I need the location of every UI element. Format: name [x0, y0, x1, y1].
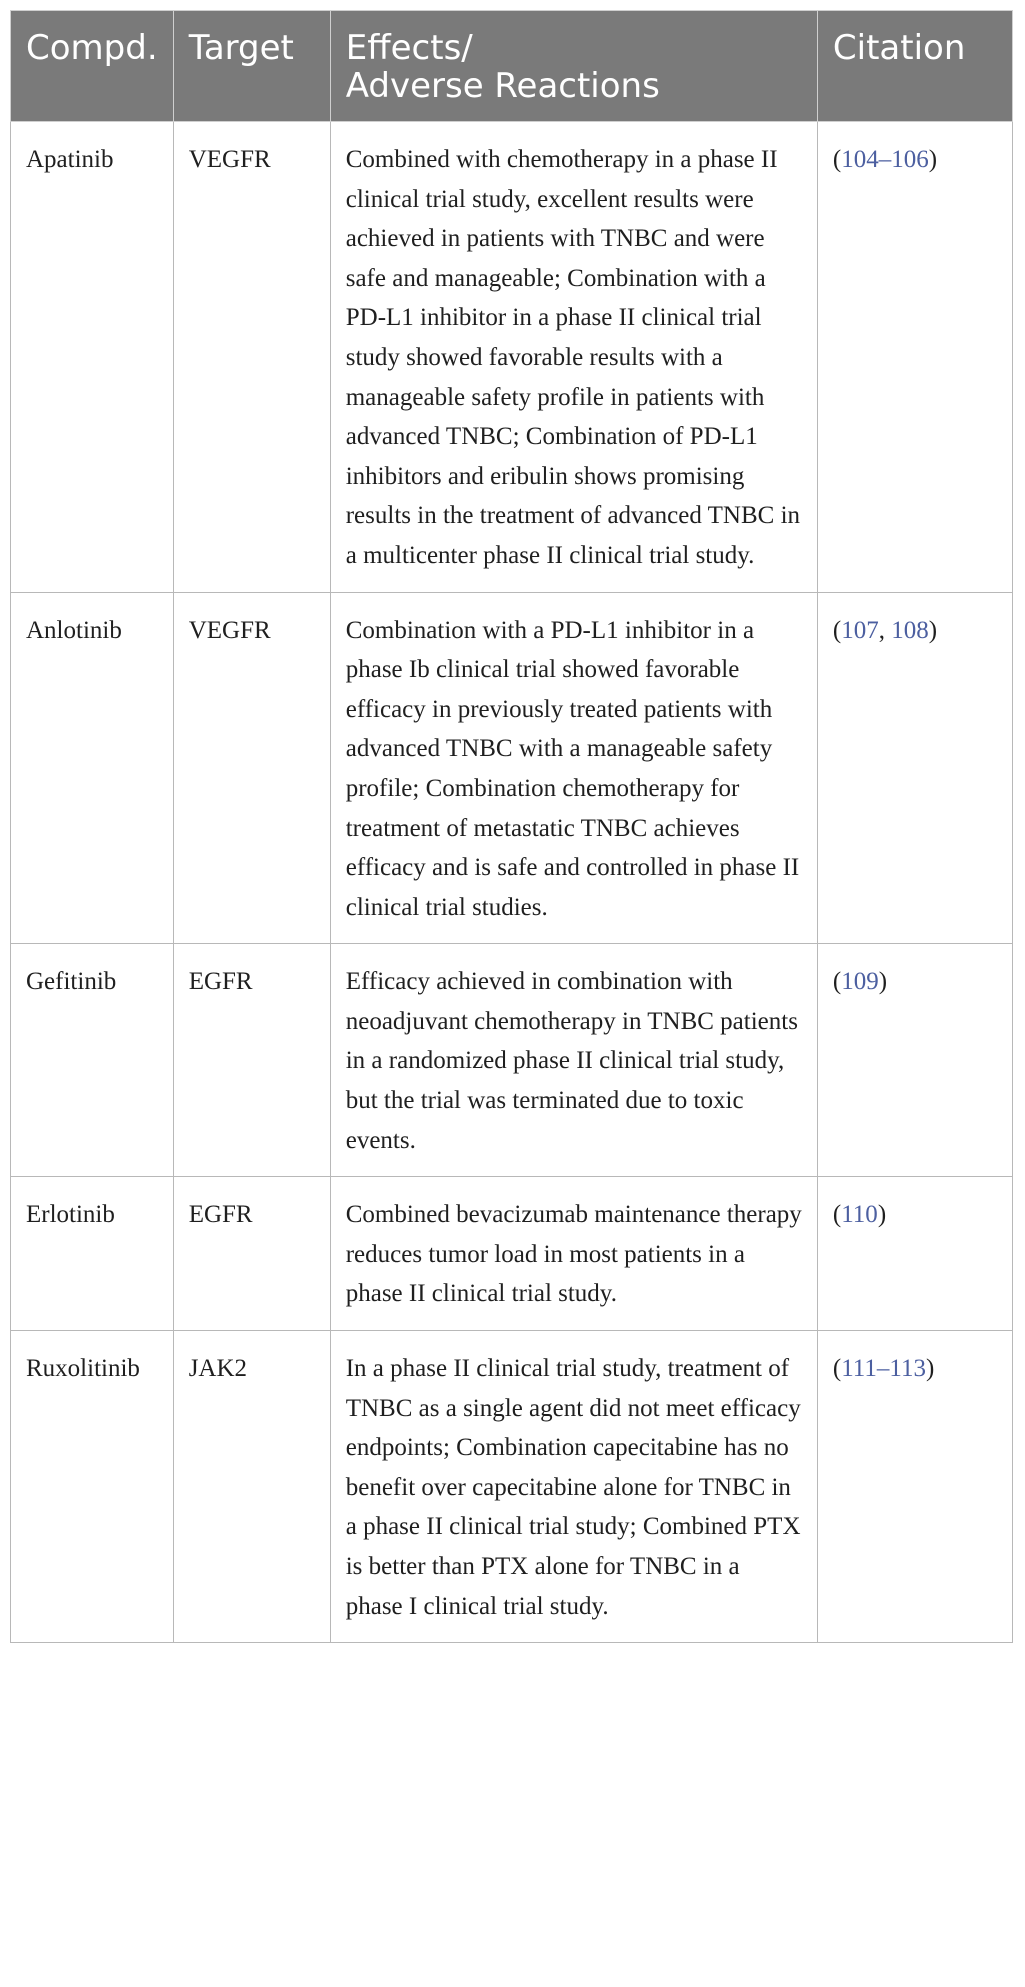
table-row [11, 944, 1013, 1177]
header-effects-line1: Effects/ [345, 28, 473, 68]
target-cell: JAK2 [173, 1331, 330, 1643]
header-citation: Citation [817, 11, 1012, 122]
citation-link[interactable]: 111–113 [841, 1355, 926, 1383]
citation-link[interactable]: 108 [891, 616, 929, 644]
citation-close-paren: ) [877, 1201, 887, 1229]
table-row [11, 1177, 1013, 1331]
citation-close-paren: ) [928, 616, 938, 644]
citation-close-paren: ) [925, 1355, 935, 1383]
citation-cell [817, 1331, 1012, 1643]
effects-cell: Combined bevacizumab maintenance therapy reduces tumor load in most patients in a phase II clinical trial study. [330, 1177, 817, 1331]
citation-open-paren: ( [832, 1355, 842, 1383]
citation-cell [817, 122, 1012, 593]
table-row [11, 1331, 1013, 1643]
citation-cell [817, 944, 1012, 1177]
compound-cell: Gefitinib [11, 944, 174, 1177]
effects-cell: Combined with chemotherapy in a phase II clinical trial study, excellent results were achieved in patients with TNBC and were safe and manageable; Combination with a PD-L1 inhibitor in a phase II clinical trial study showed favorable results with a manageable safety profile in patients with advanced TNBC; Combination of PD-L1 inhibitors and eribulin shows promising results in the treatment of advanced TNBC in a multicenter phase II clinical trial study. [330, 122, 817, 593]
citation-open-paren: ( [832, 616, 842, 644]
citation-separator: , [878, 616, 892, 644]
header-row [11, 11, 1013, 122]
effects-cell: Combination with a PD-L1 inhibitor in a phase Ib clinical trial showed favorable efficacy in previously treated patients with advanced TNBC with a manageable safety profile; Combination chemotherapy for treatment of metastatic TNBC achieves efficacy and is safe and controlled in phase II clinical trial studies. [330, 592, 817, 944]
citation-open-paren: ( [832, 968, 842, 996]
citation-link[interactable]: 110 [841, 1201, 878, 1229]
citation-link[interactable]: 109 [841, 968, 879, 996]
compound-cell: Ruxolitinib [11, 1331, 174, 1643]
drug-table [10, 10, 1013, 1643]
header-compound: Compd. [11, 11, 174, 122]
compound-cell: Apatinib [11, 122, 174, 593]
target-cell: EGFR [173, 1177, 330, 1331]
citation-link[interactable]: 104–106 [841, 146, 929, 173]
target-cell: EGFR [173, 944, 330, 1177]
citation-close-paren: ) [928, 146, 938, 173]
effects-cell: Efficacy achieved in combination with neoadjuvant chemotherapy in TNBC patients in a randomized phase II clinical trial study, but the trial was terminated due to toxic events. [330, 944, 817, 1177]
table-row [11, 592, 1013, 944]
header-effects [330, 11, 817, 122]
target-cell: VEGFR [173, 592, 330, 944]
header-effects-line2: Adverse Reactions [345, 66, 660, 106]
compound-cell: Anlotinib [11, 592, 174, 944]
citation-cell [817, 1177, 1012, 1331]
citation-open-paren: ( [832, 146, 842, 173]
citation-link[interactable]: 107 [841, 616, 879, 644]
citation-open-paren: ( [832, 1201, 842, 1229]
compound-cell: Erlotinib [11, 1177, 174, 1331]
citation-cell [817, 592, 1012, 944]
table-row [11, 122, 1013, 593]
effects-cell: In a phase II clinical trial study, treatment of TNBC as a single agent did not meet efficacy endpoints; Combination capecitabine has no benefit over capecitabine alone for TNBC in a phase II clinical trial study; Combined PTX is better than PTX alone for TNBC in a phase I clinical trial study. [330, 1331, 817, 1643]
citation-close-paren: ) [878, 968, 888, 996]
header-target: Target [173, 11, 330, 122]
target-cell: VEGFR [173, 122, 330, 593]
